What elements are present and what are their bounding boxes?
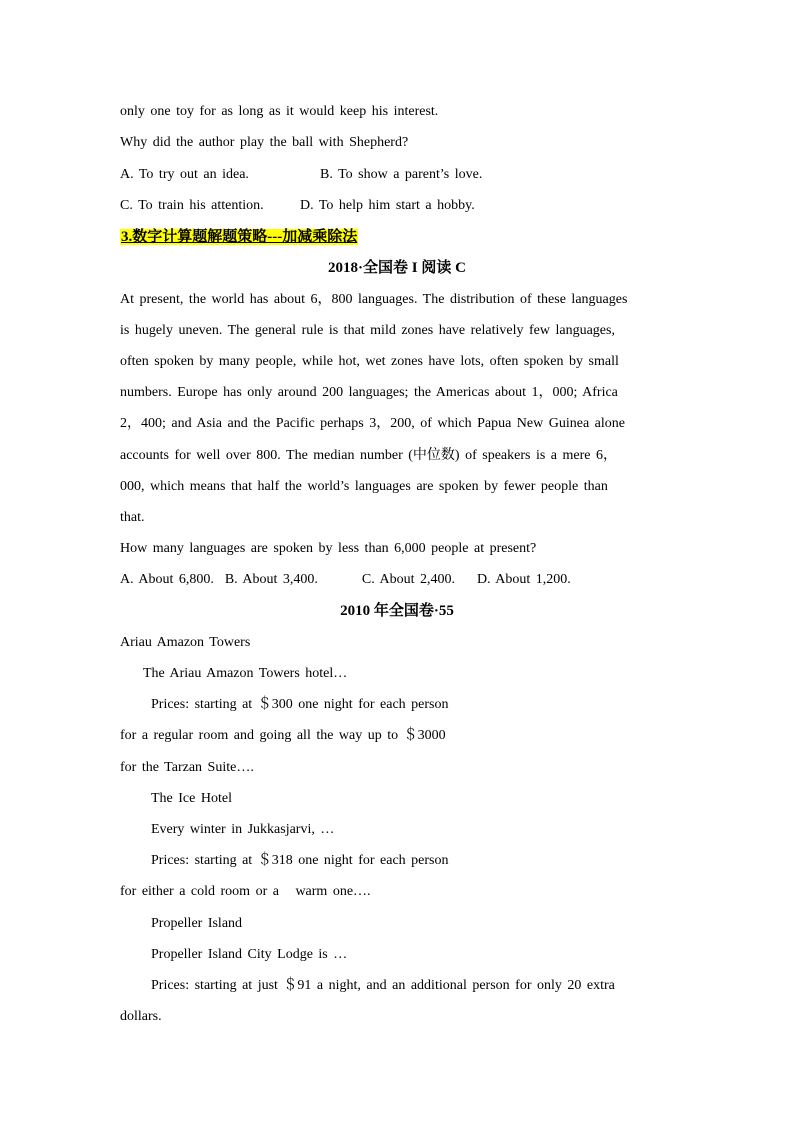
option-row	[120, 197, 720, 215]
question-text: Why did the author play the ball with Shepherd?	[120, 135, 409, 150]
passage-text-line: that.	[120, 510, 145, 525]
section-heading	[120, 228, 358, 247]
passage-text-line: for a regular room and going all the way up to ＄3000	[120, 728, 446, 743]
passage-text-line: At present, the world has about 6，800 languages. The distribution of these languages	[120, 292, 628, 307]
passage-text-line: Every winter in Jukkasjarvi, …	[151, 822, 335, 837]
passage-text-line: Propeller Island City Lodge is …	[151, 947, 348, 962]
passage-text-line: dollars.	[120, 1009, 162, 1024]
passage-text-line: for the Tarzan Suite….	[120, 760, 254, 775]
passage-text-line: Prices: starting at ＄318 one night for each person	[151, 853, 449, 868]
passage-title: 2010 年全国卷·55	[340, 603, 454, 619]
passage-text-line: accounts for well over 800. The median number (中位数) of speakers is a mere 6，	[120, 448, 617, 463]
passage-text-line: 000, which means that half the world’s languages are spoken by fewer people than	[120, 479, 608, 494]
passage-text-line: Propeller Island	[151, 916, 243, 931]
question-text: How many languages are spoken by less than 6,000 people at present?	[120, 541, 537, 556]
passage-text-line: The Ariau Amazon Towers hotel…	[143, 666, 348, 681]
option-a: A. To try out an idea.	[120, 167, 249, 182]
option-d: D. To help him start a hobby.	[300, 198, 475, 213]
passage-text-line: Prices: starting at ＄300 one night for each person	[151, 697, 449, 712]
passage-text-line: for either a cold room or a warm one….	[120, 884, 371, 899]
passage-text-line: only one toy for as long as it would keep his interest.	[120, 104, 439, 119]
passage-text-line: numbers. Europe has only around 200 languages; the Americas about 1，000; Africa	[120, 385, 618, 400]
passage-text-line: is hugely uneven. The general rule is that mild zones have relatively few languages,	[120, 323, 615, 338]
passage-text-line: Prices: starting at just ＄91 a night, and an additional person for only 20 extra	[151, 978, 615, 993]
passage-text-line: Ariau Amazon Towers	[120, 635, 251, 650]
highlighted-heading-text: 3.数字计算题解题策略---加减乘除法	[121, 229, 358, 245]
passage-title: 2018·全国卷 I 阅读 C	[328, 260, 466, 276]
passage-text-line: The Ice Hotel	[151, 791, 232, 806]
passage-text-line: often spoken by many people, while hot, wet zones have lots, often spoken by small	[120, 354, 619, 369]
option-row: A. About 6,800. B. About 3,400. C. About 2,400. D. About 1,200.	[120, 572, 571, 587]
option-c: C. To train his attention.	[120, 198, 264, 213]
option-b: B. To show a parent’s love.	[320, 167, 483, 182]
option-row	[120, 166, 720, 184]
passage-text-line: 2，400; and Asia and the Pacific perhaps 3，200, of which Papua New Guinea alone	[120, 416, 625, 431]
